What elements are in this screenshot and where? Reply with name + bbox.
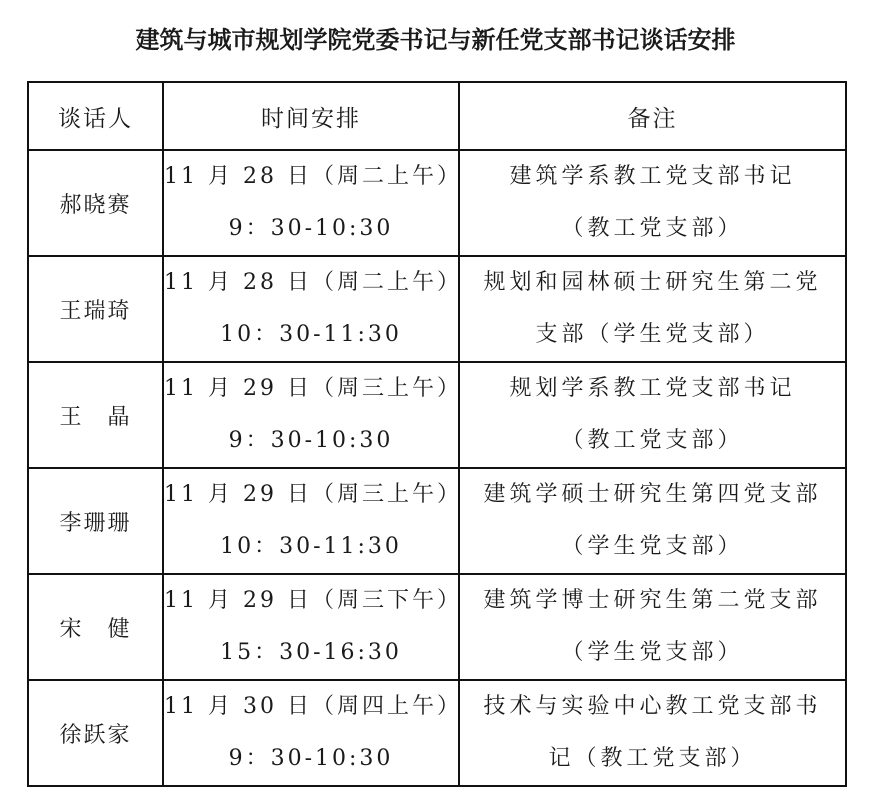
note-line-2: （教工党支部） xyxy=(561,428,744,453)
time-cell xyxy=(163,150,462,256)
time-text: 10：30-11:30 xyxy=(220,534,402,559)
note-line-2: （学生党支部） xyxy=(561,534,744,559)
date-text: 11 月 29 日（周三上午） xyxy=(164,482,462,507)
note-line-1: 建筑学硕士研究生第四党支部 xyxy=(483,482,822,507)
date-text: 11 月 30 日（周四上午） xyxy=(164,694,462,719)
note-line-2: 支部（学生党支部） xyxy=(535,322,770,347)
table-row xyxy=(28,362,846,468)
note-cell xyxy=(459,680,846,786)
table-row xyxy=(28,256,846,362)
time-text: 15：30-16:30 xyxy=(220,640,402,665)
time-text: 10：30-11:30 xyxy=(220,322,402,347)
time-cell xyxy=(163,680,462,786)
talker-cell: 王 晶 xyxy=(28,362,163,468)
note-line-1: 规划和园林硕士研究生第二党 xyxy=(483,270,822,295)
document-title: 建筑与城市规划学院党委书记与新任党支部书记谈话安排 xyxy=(135,26,736,54)
table-row xyxy=(28,468,846,574)
header-talker: 谈话人 xyxy=(28,82,163,150)
talker-cell: 徐跃家 xyxy=(28,680,163,786)
note-line-1: 建筑学博士研究生第二党支部 xyxy=(483,588,822,613)
time-text: 9：30-10:30 xyxy=(228,428,394,453)
talker-cell: 李珊珊 xyxy=(28,468,163,574)
table-row xyxy=(28,680,846,786)
note-cell xyxy=(459,256,846,362)
time-text: 9：30-10:30 xyxy=(228,746,394,771)
time-cell xyxy=(163,468,462,574)
date-text: 11 月 29 日（周三上午） xyxy=(164,376,462,401)
time-cell xyxy=(163,256,462,362)
note-line-1: 技术与实验中心教工党支部书 xyxy=(483,694,822,719)
note-line-1: 建筑学系教工党支部书记 xyxy=(509,164,796,189)
talker-cell: 郝晓赛 xyxy=(28,150,163,256)
note-line-2: 记（教工党支部） xyxy=(548,746,757,771)
note-cell xyxy=(459,468,846,574)
time-text: 9：30-10:30 xyxy=(228,216,394,241)
table-header-row xyxy=(28,82,846,150)
schedule-table xyxy=(27,81,847,787)
talker-cell: 王瑞琦 xyxy=(28,256,163,362)
note-cell xyxy=(459,150,846,256)
note-line-2: （教工党支部） xyxy=(561,216,744,241)
time-cell xyxy=(163,362,462,468)
note-line-1: 规划学系教工党支部书记 xyxy=(509,376,796,401)
time-cell xyxy=(163,574,462,680)
header-note: 备注 xyxy=(459,82,846,150)
note-cell xyxy=(459,362,846,468)
note-line-2: （学生党支部） xyxy=(561,640,744,665)
header-time: 时间安排 xyxy=(163,82,459,150)
date-text: 11 月 28 日（周二上午） xyxy=(164,164,462,189)
table-row xyxy=(28,574,846,680)
talker-cell: 宋 健 xyxy=(28,574,163,680)
table-row xyxy=(28,150,846,256)
date-text: 11 月 28 日（周二上午） xyxy=(164,270,462,295)
note-cell xyxy=(459,574,846,680)
date-text: 11 月 29 日（周三下午） xyxy=(164,588,462,613)
